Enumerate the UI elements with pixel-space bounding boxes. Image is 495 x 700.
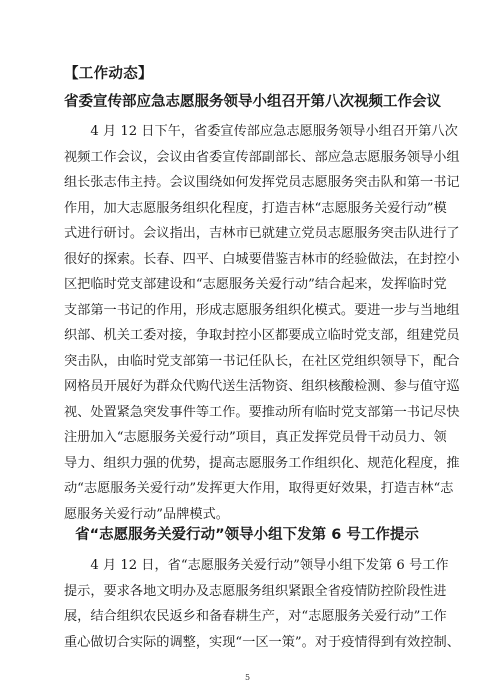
text-line: 作用，加大志愿服务组织化程度，打造吉林“志愿服务关爱行动”模 xyxy=(64,200,447,216)
article-title: 省委宣传部应急志愿服务领导小组召开第八次视频工作会议 xyxy=(64,94,441,110)
text-line: 提示，要求各地文明办及志愿服务组织紧跟全省疫情防控阶段性进 xyxy=(64,583,447,599)
text-line: 式进行研讨。会议指出，吉林市已就建立党员志愿服务突击队进行了 xyxy=(64,226,460,241)
text-line: 愿服务关爱行动”品牌模式。 xyxy=(64,506,229,522)
text-line: 突击队，由临时党支部第一书记任队长，在社区党组织领导下，配合 xyxy=(64,353,460,369)
text-line: 视、处置紧急突发事件等工作。要推动所有临时党支部第一书记尽快 xyxy=(64,404,460,420)
text-line: 导力、组织力强的优势，提高志愿服务工作组织化、规范化程度，推 xyxy=(64,455,460,471)
text-line: 组长张志伟主持。会议围绕如何发挥党员志愿服务突击队和第一书记 xyxy=(64,175,460,190)
text-line: 重心做切合实际的调整，实现“一区一策”。对于疫情得到有效控制、 xyxy=(64,634,460,650)
text-line: 织部、机关工委对接，争取封控小区都要成立临时党支部，组建党员 xyxy=(64,328,460,343)
text-line: 展，结合组织农民返乡和备春耕生产，对“志愿服务关爱行动”工作 xyxy=(64,609,447,624)
text-line: 网格员开展好为群众代购代送生活物资、组织核酸检测、参与值守巡 xyxy=(64,379,460,394)
text-line: 动“志愿服务关爱行动”发挥更大作用，取得更好效果，打造吉林“志 xyxy=(64,481,454,496)
article-body xyxy=(64,553,460,655)
text-line: 区把临时党支部建设和“志愿服务关爱行动”结合起来，发挥临时党 xyxy=(64,277,447,292)
article-body xyxy=(64,119,460,527)
page-number: 5 xyxy=(244,673,251,682)
text-line: 4 月 12 日，省“志愿服务关爱行动”领导小组下发第 6 号工作 xyxy=(64,558,449,573)
text-line: 注册加入“志愿服务关爱行动”项目，真正发挥党员骨干动员力、领 xyxy=(64,430,447,445)
section-tag: 【工作动态】 xyxy=(64,66,153,82)
text-line: 4 月 12 日下午，省委宣传部应急志愿服务领导小组召开第八次 xyxy=(64,124,458,139)
article-title: 省“志愿服务关爱行动”领导小组下发第 6 号工作提示 xyxy=(75,527,419,543)
text-line: 支部第一书记的作用，形成志愿服务组织化模式。要进一步与当地组 xyxy=(64,302,460,318)
text-line: 很好的探索。长春、四平、白城要借鉴吉林市的经验做法，在封控小 xyxy=(64,251,460,267)
text-line: 视频工作会议，会议由省委宣传部副部长、部应急志愿服务领导小组 xyxy=(64,149,460,165)
